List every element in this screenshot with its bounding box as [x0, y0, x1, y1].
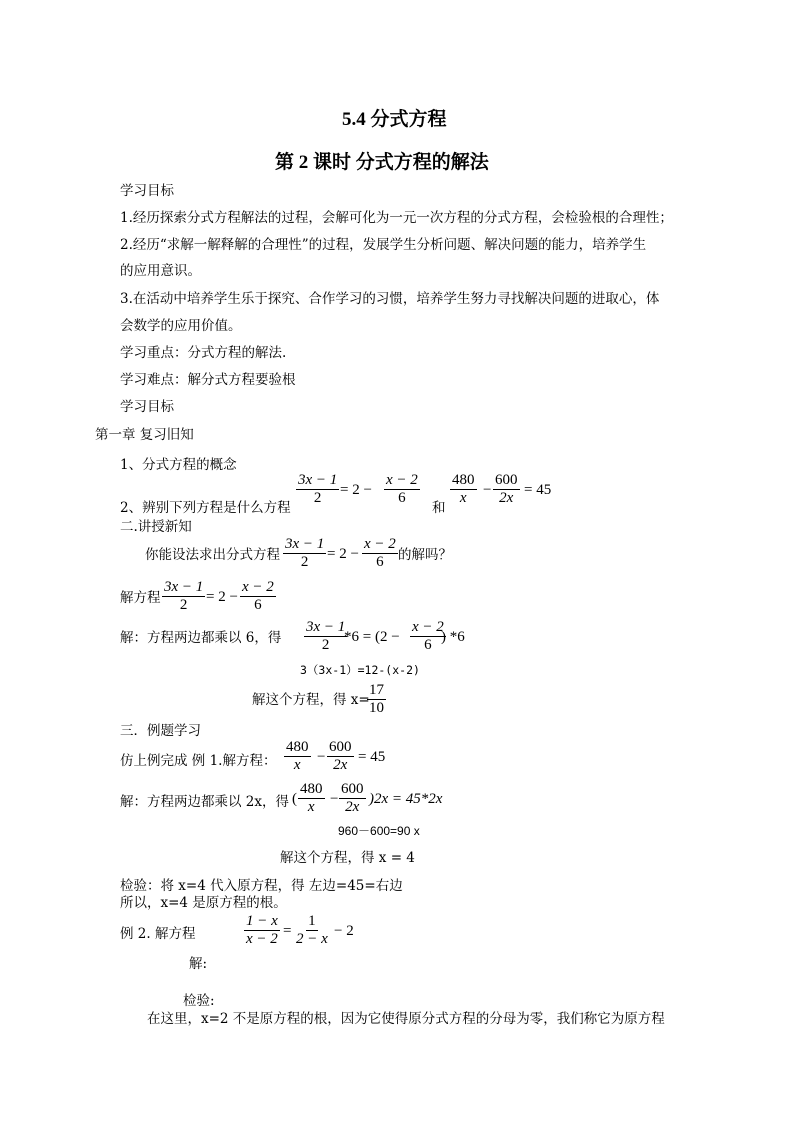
equals-two-minus: = 2 − — [340, 482, 372, 498]
solution-2-intro: 解：方程两边都乘以 2x，得 — [120, 794, 289, 810]
question-prefix: 你能设法求出分式方程 — [145, 547, 280, 563]
check-1: 检验：将 x=4 代入原方程，得 左边=45=右边 — [120, 878, 403, 894]
fraction-x-2-over-6: $\frac{x - 2}{6}$ — [412, 619, 444, 653]
goal-1: 1.经历探索分式方程解法的过程，会解可化为一元一次方程的分式方程，会检验根的合理性； — [120, 210, 673, 226]
and-word: 和 — [432, 500, 446, 516]
minus-sign: − — [483, 482, 492, 498]
section-examples: 三．例题学习 — [120, 723, 201, 739]
step-expansion: 3（3x-1）=12-(x-2) — [300, 663, 420, 677]
chapter-heading: 第一章 复习旧知 — [95, 427, 194, 443]
solve-this-1: 解这个方程，得 x= — [252, 692, 370, 708]
fraction-600-over-2x: $\frac{600}{2x}$ — [341, 781, 364, 815]
goal-3-line1: 3.在活动中培养学生乐于探究、合作学习的习惯，培养学生努力寻找解决问题的进取心，体 — [120, 291, 660, 307]
fraction-480-over-x: $\frac{480}{x}$ — [452, 472, 475, 506]
key-point: 学习重点：分式方程的解法. — [120, 345, 287, 361]
fraction-600-over-2x: $\frac{600}{2x}$ — [329, 739, 352, 773]
fraction-1-x-over-x-2: $\frac{1 - x}{x - 2}$ — [246, 913, 278, 947]
goal-3-line2: 会数学的应用价值。 — [120, 318, 242, 334]
review-2: 2、辨别下列方程是什么方程 — [120, 500, 291, 516]
step-2: 960－600=90 x — [338, 824, 420, 838]
section-goals: 学习目标 — [120, 183, 174, 199]
page-subtitle: 第 2 课时 分式方程的解法 — [275, 152, 489, 173]
minus-sign: − — [330, 791, 339, 807]
conclusion: 所以，x=4 是原方程的根。 — [120, 895, 287, 911]
close-times-six: ) *6 — [441, 629, 465, 645]
review-1: 1、分式方程的概念 — [120, 457, 237, 473]
equals-45: = 45 — [524, 482, 552, 498]
equals-sign: = — [283, 923, 292, 939]
example-1-label: 仿上例完成 例 1.解方程： — [120, 753, 277, 769]
goal-2-line2: 的应用意识。 — [120, 263, 201, 279]
check-placeholder: 检验: — [183, 993, 215, 1009]
minus-sign: − — [317, 749, 326, 765]
fraction-3x-1-over-2: $\frac{3x - 1}{2}$ — [285, 536, 325, 570]
fraction-480-over-x: $\frac{480}{x}$ — [286, 739, 309, 773]
fraction-x-2-over-6: $\frac{x - 2}{6}$ — [386, 472, 418, 506]
fraction-3x-1-over-2: $\frac{3x - 1}{2}$ — [298, 472, 338, 506]
question-suffix: 的解吗？ — [398, 547, 452, 563]
solution-1-intro: 解：方程两边都乘以 6，得 — [120, 630, 282, 646]
fraction-1-over-2-x: $\frac{1}{2 - x}$ — [296, 913, 328, 947]
fraction-x-2-over-6: $\frac{x - 2}{6}$ — [242, 579, 274, 613]
section-goals-2: 学习目标 — [120, 399, 174, 415]
solution-placeholder: 解: — [189, 956, 208, 972]
fraction-3x-1-over-2: $\frac{3x - 1}{2}$ — [164, 579, 204, 613]
fraction-x-2-over-6: $\frac{x - 2}{6}$ — [364, 536, 396, 570]
solve-this-2: 解这个方程，得 x = 4 — [280, 850, 415, 866]
section-new-knowledge: 二.讲授新知 — [120, 519, 192, 535]
open-paren: ( — [292, 791, 297, 807]
difficulty: 学习难点：解分式方程要验根 — [120, 372, 296, 388]
times-six-expr: *6 = (2 − — [344, 629, 400, 645]
fraction-3x-1-over-2: $\frac{3x - 1}{2}$ — [306, 619, 346, 653]
fraction-600-over-2x: $\frac{600}{2x}$ — [495, 472, 518, 506]
example-2-label: 例 2. 解方程 — [120, 926, 196, 942]
solve-label: 解方程 — [120, 590, 161, 606]
equals-45: = 45 — [358, 749, 386, 765]
fraction-17-over-10: $\frac{17}{10}$ — [369, 682, 384, 716]
fraction-480-over-x: $\frac{480}{x}$ — [300, 781, 323, 815]
minus-two: − 2 — [334, 923, 354, 939]
final-remark: 在这里，x=2 不是原方程的根，因为它使得原分式方程的分母为零，我们称它为原方程 — [147, 1011, 665, 1027]
close-times-2x: )2x = 45*2x — [369, 791, 443, 807]
equals-two-minus: = 2 − — [206, 589, 238, 605]
page-title: 5.4 分式方程 — [342, 109, 447, 130]
goal-2-line1: 2.经历“求解一解释解的合理性”的过程，发展学生分析问题、解决问题的能力，培养学生 — [120, 237, 647, 253]
equals-two-minus: = 2 − — [327, 546, 359, 562]
